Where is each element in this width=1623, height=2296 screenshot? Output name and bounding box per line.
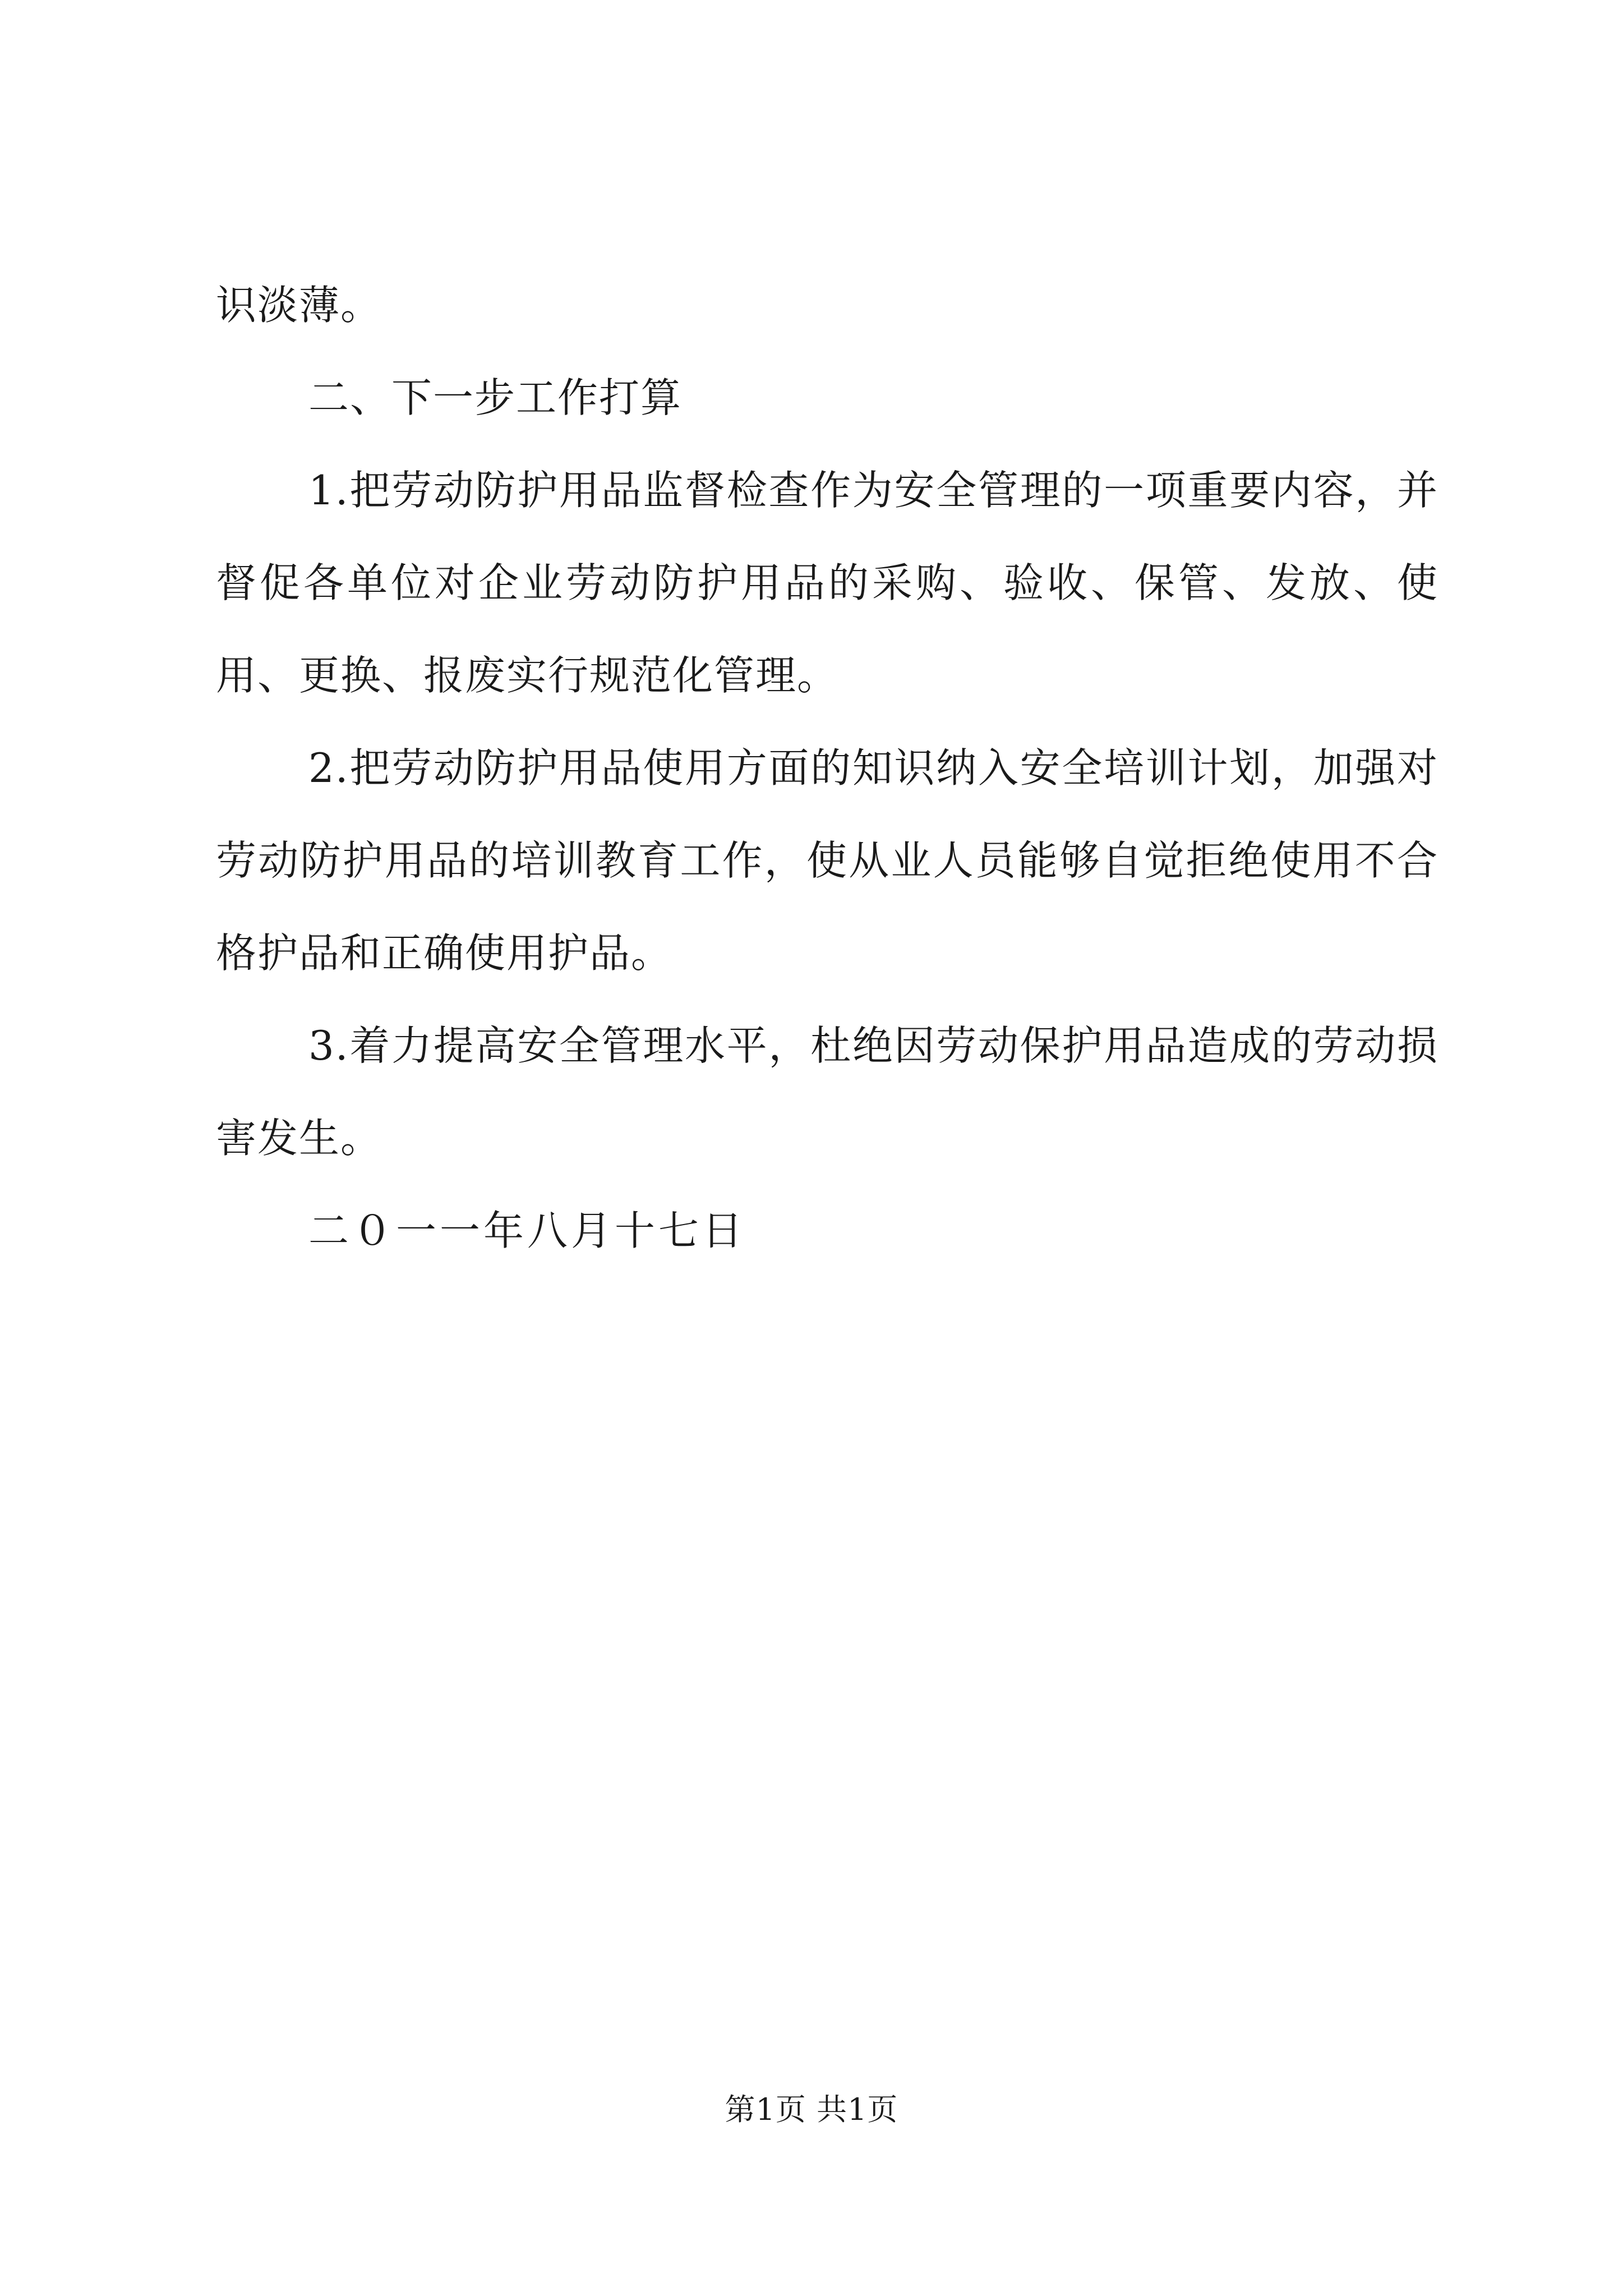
page-number-indicator: 第1页 共1页: [725, 2092, 898, 2127]
page-footer: [0, 2086, 1623, 2129]
date-line: 二０一一年八月十七日: [308, 1207, 746, 1254]
paragraph-continuation: 识淡薄。: [216, 282, 382, 329]
paragraph-item-2: 2.把劳动防护用品使用方面的知识纳入安全培训计划，加强对劳动防护用品的培训教育工作，使从业人员能够自觉拒绝使用不合格护品和正确使用护品。: [216, 744, 1438, 977]
paragraph-item-1: 1.把劳动防护用品监督检查作为安全管理的一项重要内容，并督促各单位对企业劳动防护用品的采购、验收、保管、发放、使用、更换、报废实行规范化管理。: [216, 467, 1438, 699]
section-heading: 二、下一步工作打算: [308, 374, 683, 421]
document-body: [216, 259, 1438, 1277]
paragraph-item-3: 3.着力提高安全管理水平，杜绝因劳动保护用品造成的劳动损害发生。: [216, 1022, 1438, 1162]
